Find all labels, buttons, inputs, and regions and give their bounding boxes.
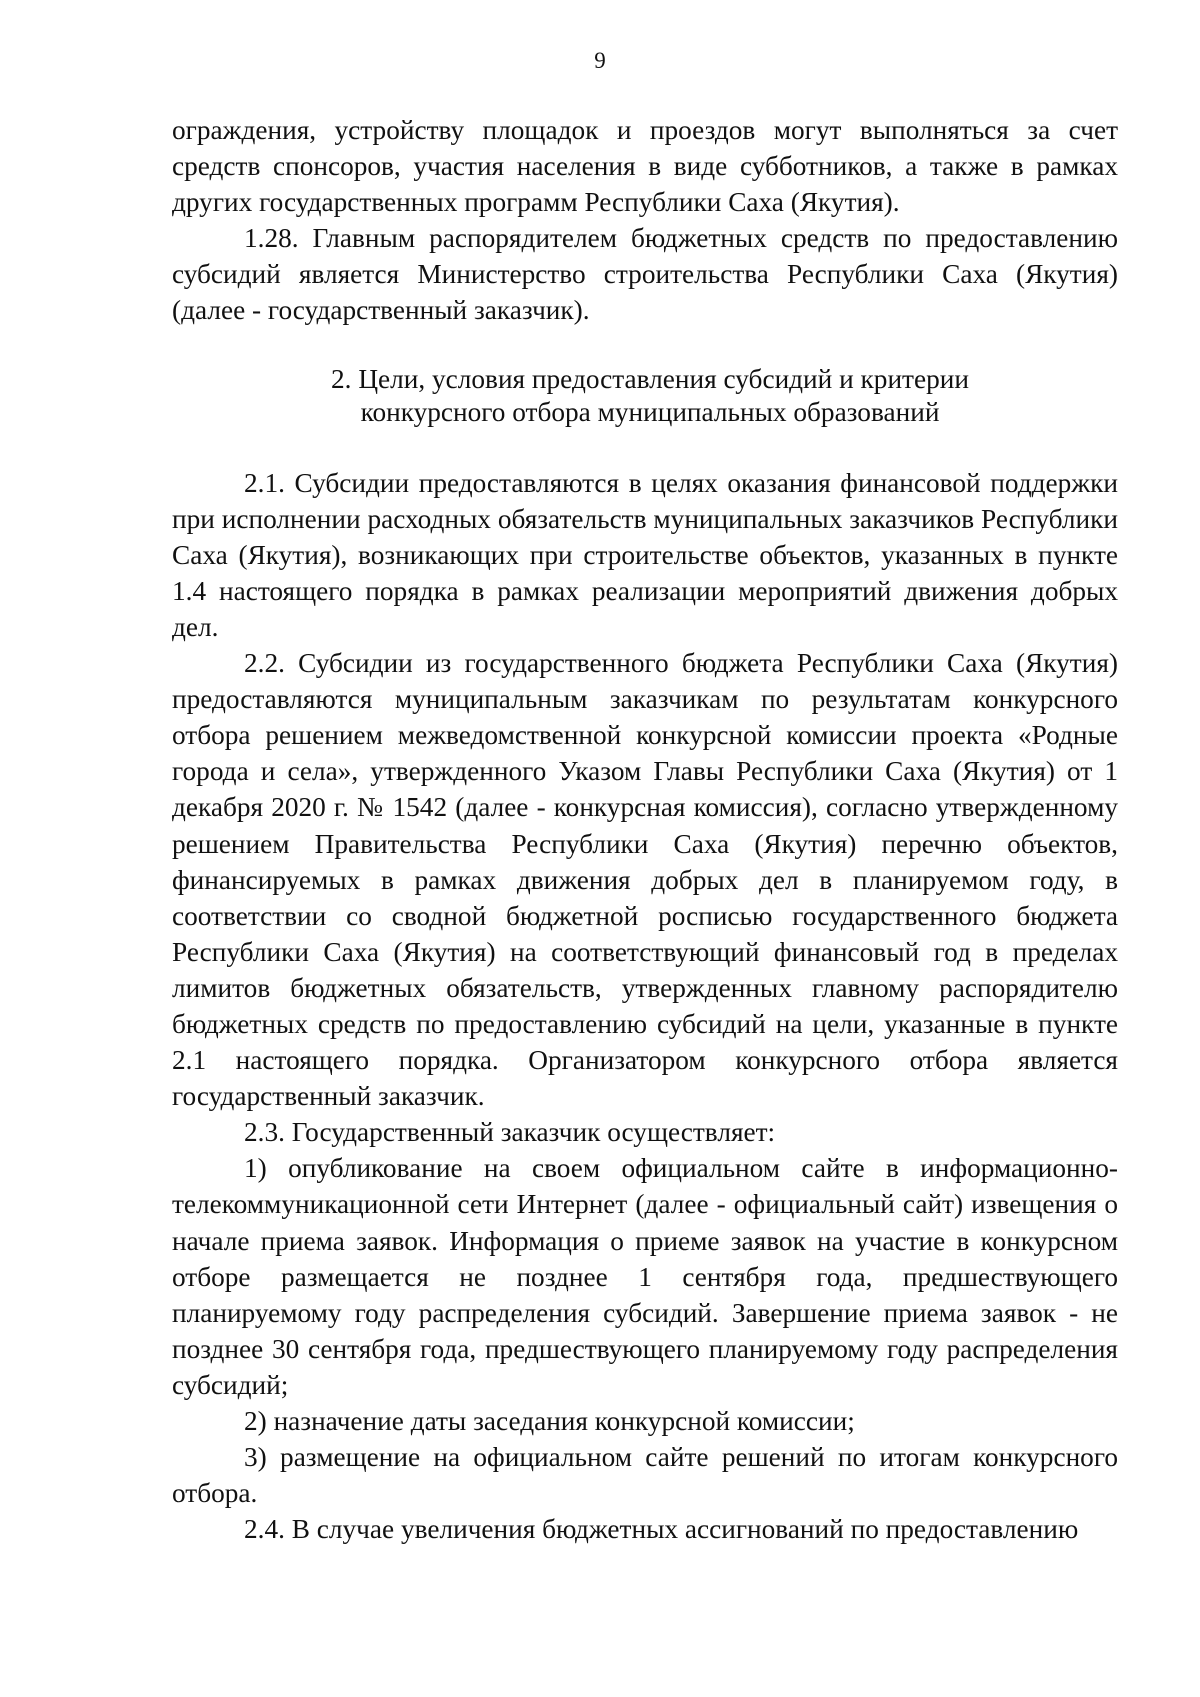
paragraph-2-2: 2.2. Субсидии из государственного бюджета Республики Саха (Якутия) предоставляются муниципальным заказчикам по результатам конкурсного отбора решением межведомственной конкурсной комиссии проекта «Родные города и села», утвержденного Указом Главы Республики Саха (Якутия) от 1 декабря 2020 г. № 1542 (далее - конкурсная комиссия), согласно утвержденному решением Правительства Республики Саха (Якутия) перечню объектов, финансируемых в рамках движения добрых дел в планируемом году, в соответствии со сводной бюджетной росписью государственного бюджета Республики Саха (Якутия) на соответствующий финансовый год в пределах лимитов бюджетных обязательств, утвержденных главному распорядителю бюджетных средств по предоставлению субсидий на цели, указанные в пункте 2.1 настоящего порядка. Организатором конкурсного отбора является государственный заказчик. [172,648,1118,1112]
paragraph-continuation: ограждения, устройству площадок и проездов могут выполняться за счет средств спонсоров, участия населения в виде субботников, а также в рамках других государственных программ Республики Саха (Якутия). [172,115,1118,218]
section-title-line-2: конкурсного отбора муниципальных образований [360,396,940,427]
paragraph-2-3: 2.3. Государственный заказчик осуществляет: [244,1117,776,1148]
document-body [172,112,1118,1547]
paragraph-2-4: 2.4. В случае увеличения бюджетных ассигнований по предоставлению [244,1514,1079,1545]
list-item-1: 1) опубликование на своем официальном сайте в информационно-телекоммуникационной сети Интернет (далее - официальный сайт) извещения о начале приема заявок. Информация о приеме заявок на участие в конкурсном отборе размещается не позднее 1 сентября года, предшествующего планируемому году распределения субсидий. Завершение приема заявок - не позднее 30 сентября года, предшествующего планируемому году распределения субсидий; [172,1153,1118,1400]
section-title-line-1: 2. Цели, условия предоставления субсидий и критерии [331,363,969,394]
page-number: 9 [594,48,606,73]
paragraph-2-1: 2.1. Субсидии предоставляются в целях оказания финансовой поддержки при исполнении расходных обязательств муниципальных заказчиков Республики Саха (Якутия), возникающих при строительстве объектов, указанных в пункте 1.4 настоящего порядка в рамках реализации мероприятий движения добрых дел. [172,467,1118,642]
paragraph-1-28: 1.28. Главным распорядителем бюджетных средств по предоставлению субсидий является Министерство строительства Республики Саха (Якутия) (далее - государственный заказчик). [172,223,1118,326]
list-item-2: 2) назначение даты заседания конкурсной комиссии; [244,1406,855,1436]
list-item-3: 3) размещение на официальном сайте решений по итогам конкурсного отбора. [172,1442,1118,1509]
section-title [172,363,1118,429]
